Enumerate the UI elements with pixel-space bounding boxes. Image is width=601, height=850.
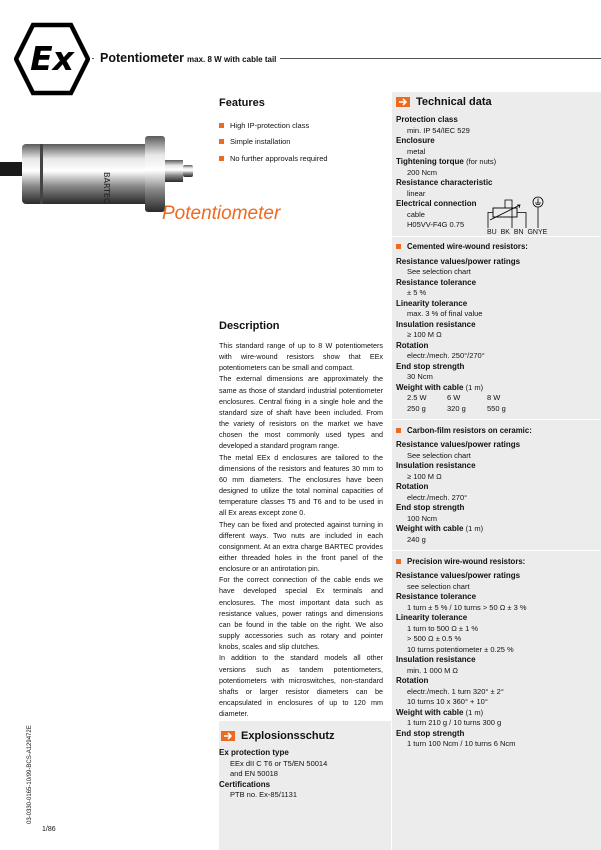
end-stop-value: 1 turn 100 Ncm / 10 turns 6 Ncm: [407, 739, 516, 748]
wire-code: BN: [513, 229, 524, 236]
arrow-right-icon: [221, 731, 235, 741]
resistance-values-value: See selection chart: [407, 450, 471, 460]
divider: [392, 419, 600, 420]
weight-label: Weight with cable (1 m): [396, 707, 484, 717]
resistance-characteristic-value: linear: [407, 188, 426, 198]
bullet-square-icon: [396, 428, 401, 433]
carbon-heading: Carbon-film resistors on ceramic:: [396, 424, 596, 436]
ex-protection-value: and EN 50018: [230, 769, 278, 778]
explosion-protection-content: [219, 748, 391, 801]
rotation-label: Rotation: [396, 340, 429, 350]
features-list: [219, 117, 389, 167]
linearity-tolerance-value: max. 3 % of final value: [407, 309, 483, 318]
end-stop-value: 30 Ncm: [407, 372, 433, 381]
technical-data-header: [396, 96, 492, 108]
electrical-connection-label: Electrical connection: [396, 199, 477, 208]
description-paragraph: In addition to the standard models all other versions such as tandem potentiometers, potentiometers with microswitches, non-standard shafts or larger resistor diameters can be encapsulated in enclosures of up to 120 mm diameter.: [219, 653, 383, 719]
rotation-value: electr./mech. 270°: [407, 492, 468, 502]
feature-item: No further approvals required: [219, 150, 389, 167]
tightening-torque-label: Tightening torque (for nuts): [396, 157, 497, 166]
features-heading: Features: [219, 97, 265, 109]
insulation-resistance-value: min. 1 000 M Ω: [407, 665, 459, 675]
tightening-torque-value: 200 Ncm: [407, 167, 438, 177]
end-stop-label: End stop strength: [396, 728, 465, 738]
resistance-tolerance-value: 1 turn ± 5 % / 10 turns > 50 Ω ± 3 %: [407, 602, 527, 612]
divider: [392, 236, 600, 237]
insulation-resistance-label: Insulation resistance: [396, 461, 476, 470]
rotation-value: 10 turns 10 x 360° + 10°: [407, 697, 488, 706]
cemented-heading: Cemented wire-wound resistors:: [396, 241, 596, 253]
feature-item: High IP-protection class: [219, 117, 389, 134]
wire-code: BU: [487, 229, 497, 236]
resistance-values-label: Resistance values/power ratings: [396, 571, 521, 580]
end-stop-value: 100 Ncm: [407, 513, 438, 523]
description-paragraph: For the correct connection of the cable ends we have developed special Ex terminals and enclosures. The most important data such as resistance values, power ratings and dimensions can be found in the table on the right. We also supply accessories such as rotary and pointer knobs, scales and slip clutches.: [219, 575, 383, 652]
ex-logo-text: Ex: [30, 39, 74, 78]
electrical-connection-value: H05VV-F4G 0.75: [407, 220, 465, 229]
bullet-square-icon: [219, 156, 224, 161]
wire-code: BK: [500, 229, 510, 236]
product-label: Potentiometer: [162, 203, 281, 224]
page-number: 1/86: [42, 826, 56, 833]
end-stop-label: End stop strength: [396, 361, 465, 371]
description-body: [219, 340, 383, 719]
linearity-tolerance-label: Linearity tolerance: [396, 613, 468, 622]
description-paragraph: They can be fixed and protected against turning in different ways. Two nuts are included in each consignment. At an extra charge BARTEC provides either threaded holes in the front panel of the enclosure or an antirotation pin.: [219, 519, 383, 574]
precision-heading: Precision wire-wound resistors:: [396, 555, 596, 567]
protection-class-value: min. IP 54/IEC 529: [407, 125, 470, 135]
potentiometer-photo: [0, 132, 200, 214]
ex-protection-label: Ex protection type: [219, 748, 289, 757]
resistance-characteristic-label: Resistance characteristic: [396, 178, 493, 187]
divider: [392, 550, 600, 551]
certifications-value: PTB no. Ex-85/1131: [230, 790, 297, 799]
resistance-values-label: Resistance values/power ratings: [396, 440, 521, 449]
weight-power-row: 2.5 W 6 W 8 W: [407, 393, 501, 402]
resistance-values-value: See selection chart: [407, 267, 471, 276]
end-stop-label: End stop strength: [396, 503, 465, 512]
insulation-resistance-label: Insulation resistance: [396, 319, 476, 329]
ex-protection-value: EEx dII C T6 or T5/EN 50014: [230, 758, 328, 768]
title-sub: max. 8 W with cable tail: [187, 55, 277, 64]
explosion-protection-heading: Explosionsschutz: [241, 730, 335, 742]
description-paragraph: This standard range of up to 8 W potentiometers with wire-wound resistors show that EEx potentiometers can be small and compact.: [219, 341, 383, 373]
rotation-value: electr./mech. 1 turn 320° ± 2°: [407, 686, 504, 696]
linearity-tolerance-label: Linearity tolerance: [396, 298, 468, 308]
description-heading: Description: [219, 320, 280, 332]
resistance-values-label: Resistance values/power ratings: [396, 256, 521, 266]
description-paragraph: The external dimensions are approximately the same as those of standard industrial potentiometer enclosures. Central fixing in a single hole and the standard size of shaft have been included. From the variety of resistors on the market we have chosen the most commonly used types and developed a standard program range.: [219, 374, 383, 451]
title-main: Potentiometer: [100, 51, 185, 65]
arrow-right-icon: [396, 97, 410, 107]
bullet-square-icon: [219, 123, 224, 128]
insulation-resistance-label: Insulation resistance: [396, 655, 476, 664]
linearity-tolerance-value: 1 turn to 500 Ω ± 1 %: [407, 623, 479, 633]
weight-value: 240 g: [407, 534, 426, 544]
explosion-protection-header: [221, 730, 335, 742]
weight-label: Weight with cable (1 m): [396, 524, 484, 533]
feature-item: Simple installation: [219, 134, 389, 151]
insulation-resistance-value: ≥ 100 M Ω: [407, 330, 442, 339]
weight-label: Weight with cable (1 m): [396, 382, 484, 392]
certifications-label: Certifications: [219, 779, 271, 789]
resistance-values-value: see selection chart: [407, 581, 470, 591]
resistance-tolerance-label: Resistance tolerance: [396, 277, 477, 287]
rotation-label: Rotation: [396, 482, 429, 491]
rotation-value: electr./mech. 250°/270°: [407, 351, 485, 360]
protection-class-label: Protection class: [396, 115, 458, 124]
weight-value: 1 turn 210 g / 10 turns 300 g: [407, 718, 502, 727]
ex-logo-icon: [14, 22, 90, 96]
technical-data-heading: Technical data: [416, 96, 492, 108]
bullet-square-icon: [396, 559, 401, 564]
page-title: [94, 51, 280, 65]
wire-code: GNYE: [527, 229, 548, 236]
document-code: 03-0330-0165-10/99-BCS-A129472E: [27, 725, 33, 824]
technical-data-content: [396, 115, 596, 750]
insulation-resistance-value: ≥ 100 M Ω: [407, 471, 442, 481]
description-paragraph: The metal EEx d enclosures are tailored to the dimensions of the resistors and features 30 mm to 60 mm diameters. The enclosures have been designed to utilize the total nominal capacities of temperature classes T5 and T6 and to be used in all Ex areas except zone 0.: [219, 452, 383, 518]
bullet-square-icon: [219, 139, 224, 144]
enclosure-label: Enclosure: [396, 136, 435, 145]
bullet-square-icon: [396, 244, 401, 249]
photo-brand-text: BARTEC: [102, 172, 111, 204]
weight-grams-row: 250 g 320 g 550 g: [407, 403, 506, 413]
resistance-tolerance-label: Resistance tolerance: [396, 592, 477, 601]
linearity-tolerance-value: 10 turns potentiometer ± 0.25 %: [407, 644, 514, 654]
enclosure-value: metal: [407, 146, 426, 156]
electrical-connection-value: cable: [407, 209, 425, 219]
resistance-tolerance-value: ± 5 %: [407, 288, 427, 297]
linearity-tolerance-value: > 500 Ω ± 0.5 %: [407, 634, 462, 643]
rotation-label: Rotation: [396, 676, 429, 685]
